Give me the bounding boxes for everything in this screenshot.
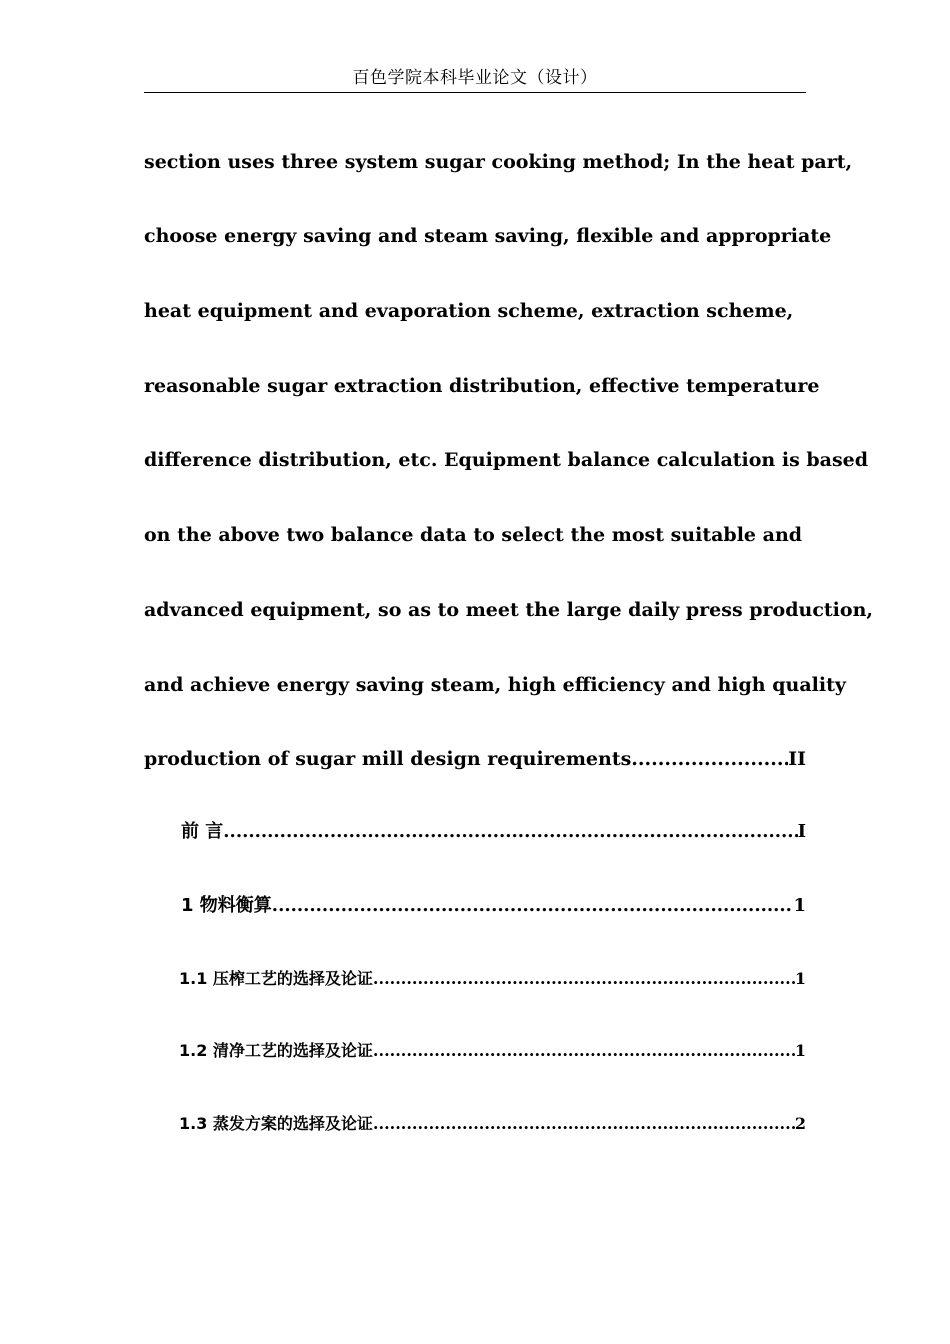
abstract-line-5: difference distribution, etc. Equipment balance calculation is based	[144, 449, 869, 471]
toc-entry-page: 1	[794, 1041, 806, 1060]
toc-entry-page: 2	[794, 1114, 806, 1133]
toc-entry-preface[interactable]	[181, 819, 806, 845]
toc-entry-label: 1.3 蒸发方案的选择及论证	[179, 1114, 373, 1133]
toc-entry-page: I	[797, 821, 806, 842]
header-title: 百色学院本科毕业论文（设计）	[352, 68, 598, 88]
toc-entry-page: 1	[793, 895, 806, 916]
abstract-line-3: heat equipment and evaporation scheme, extraction scheme,	[144, 300, 794, 322]
toc-entry-page: II	[788, 748, 806, 770]
toc-entry-label: 1.2 清净工艺的选择及论证	[179, 1041, 373, 1060]
abstract-line-2: choose energy saving and steam saving, flexible and appropriate	[144, 225, 832, 247]
toc-entry-label: 1.1 压榨工艺的选择及论证	[179, 969, 373, 988]
toc-leader-dots	[373, 1111, 795, 1137]
toc-leader-dots	[631, 746, 788, 772]
toc-entry-section-1-1[interactable]	[179, 966, 806, 992]
toc-entry-page: 1	[794, 969, 806, 988]
toc-leader-dots	[272, 893, 794, 919]
abstract-line-6: on the above two balance data to select the most suitable and	[144, 524, 803, 546]
toc-entry-section-1-2[interactable]	[179, 1038, 806, 1064]
toc-entry-section-1-3[interactable]	[179, 1111, 806, 1137]
toc-entry-chapter-1[interactable]	[181, 893, 806, 919]
toc-entry-abstract[interactable]	[144, 746, 806, 772]
toc-entry-label: production of sugar mill design requirements	[144, 748, 632, 770]
toc-entry-label: 前 言	[181, 821, 224, 842]
toc-leader-dots	[373, 966, 795, 992]
abstract-line-1: section uses three system sugar cooking method; In the heat part,	[144, 151, 853, 173]
toc-entry-label: 1 物料衡算	[181, 895, 272, 916]
abstract-line-7: advanced equipment, so as to meet the large daily press production,	[144, 599, 873, 621]
abstract-line-4: reasonable sugar extraction distribution, effective temperature	[144, 375, 820, 397]
toc-leader-dots	[373, 1038, 795, 1064]
page-header	[144, 64, 806, 93]
abstract-line-8: and achieve energy saving steam, high efficiency and high quality	[144, 674, 846, 696]
toc-leader-dots	[223, 819, 797, 845]
